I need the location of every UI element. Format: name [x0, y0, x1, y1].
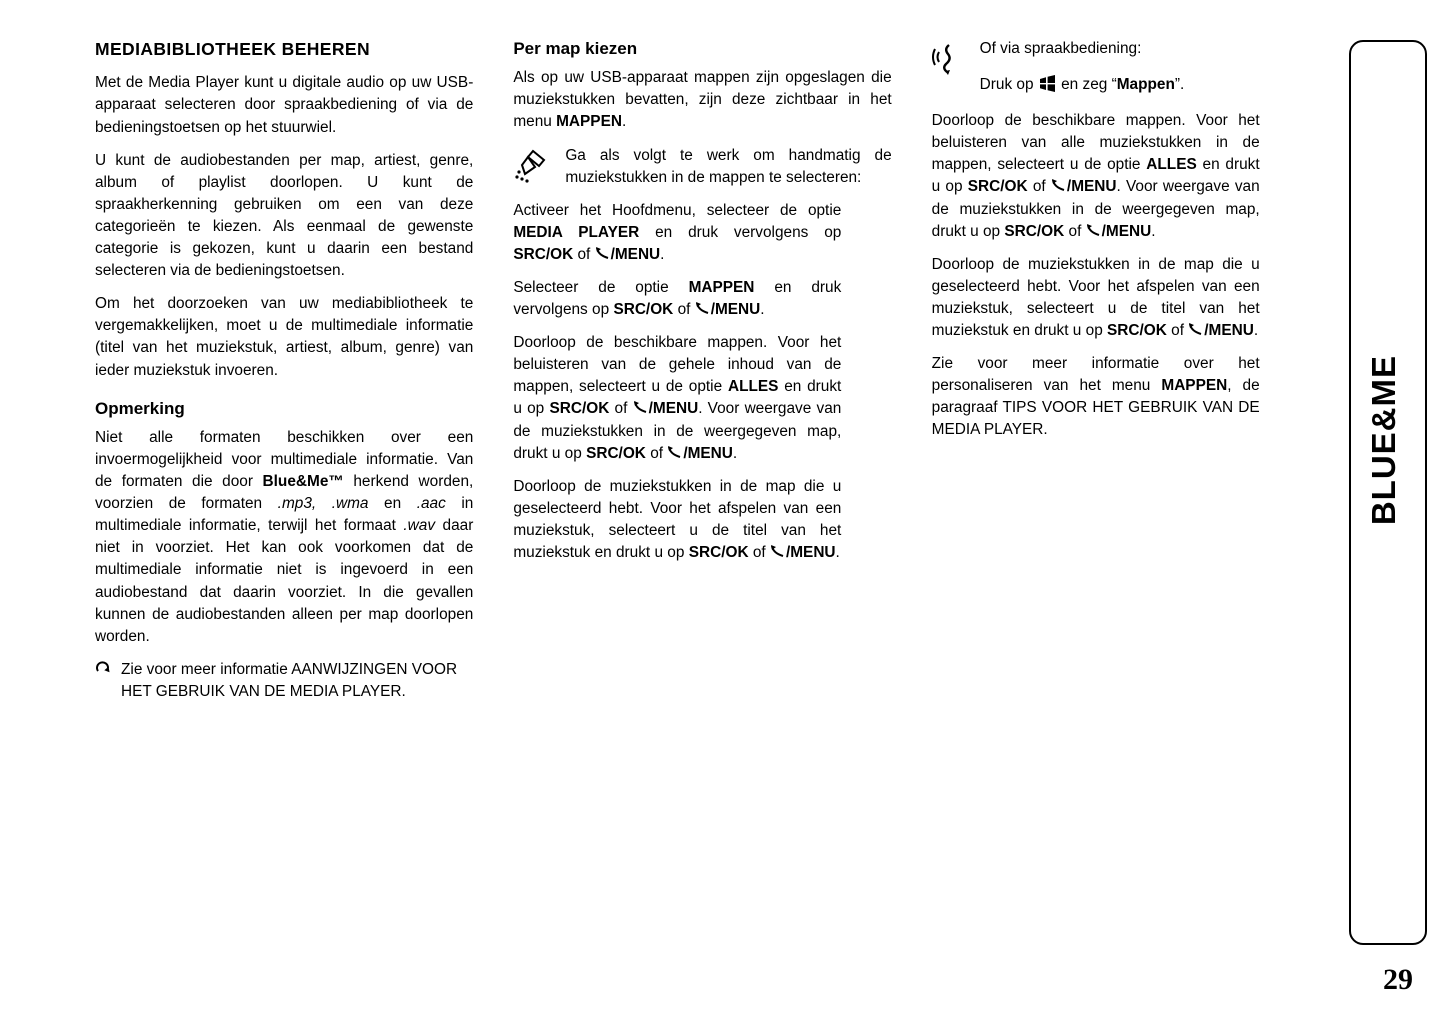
press-text-c: ”.: [1174, 76, 1185, 94]
step3-text-e: of: [645, 444, 668, 462]
step3-text-c: of: [609, 400, 633, 418]
button-src-ok: SRC/OK: [1107, 322, 1167, 340]
menu-option-alles: ALLES: [1146, 156, 1197, 174]
step-activate-main-menu: [513, 200, 841, 266]
folders-intro-a: Als op uw USB-apparaat mappen zijn opgeslagen die muziekstukken bevatten, zijn deze zichtbaar in het menu: [513, 69, 892, 131]
format-mp3-wma: .mp3, .wma: [277, 495, 369, 513]
phone-hook-icon: [770, 544, 786, 559]
button-menu-label: /MENU: [648, 400, 699, 418]
step2-text-b: en druk vervolgens op: [513, 279, 842, 319]
voice3-text-b: en drukt u op: [931, 156, 1260, 196]
paragraph-browse-categories: U kunt de audiobestanden per map, artiest, genre, album of playlist doorlopen. U kunt de spraakherkenning gebruiken om een van deze categorieën te kiezen. Als eenmaal de gewenste categorie is gekozen, kunt u daarin een bestand selecteren via de bedieningstoetsen.: [95, 151, 474, 280]
page-title: MEDIABIBLIOTHEEK BEHEREN: [95, 39, 371, 59]
phone-hook-icon: [1188, 322, 1204, 337]
press-text-b: en zeg “: [1056, 76, 1117, 94]
step3-text-a: Doorloop de beschikbare mappen. Voor het beluisteren van de gehele inhoud van de mappen, selecteert u de optie: [513, 334, 842, 396]
voice3-text-a: Doorloop de beschikbare mappen. Voor het beluisteren van alle muziekstukken in de mappen, selecteert u de optie: [931, 112, 1260, 174]
paragraph-manual-selection: Ga als volgt te werk om handmatig de muziekstukken in de mappen te selecteren:: [565, 146, 892, 186]
voice3-text-d: . Voor weergave van de muziekstukken in de weergegeven map, drukt u op: [931, 178, 1260, 240]
paragraph-play-track-voice: [932, 254, 1260, 342]
voice4-text-c: .: [1253, 322, 1259, 340]
button-menu-label: /MENU: [1204, 322, 1254, 340]
button-menu: [633, 400, 699, 417]
paragraph-folders-intro: [513, 67, 891, 133]
menu-option-alles: ALLES: [727, 378, 779, 396]
step4-text-a: Doorloop de muziekstukken in de map die u geselecteerd hebt. Voor het afspelen van een muziekstuk, selecteert u de titel van het muziekstuk en drukt u op: [513, 477, 842, 562]
side-tab-label: [1365, 355, 1425, 525]
button-menu: [770, 544, 836, 561]
step4-text-b: of: [748, 544, 770, 562]
phone-hook-icon: [595, 246, 611, 261]
button-menu-label: /MENU: [785, 544, 836, 562]
note-text-b: herkend worden, voorzien de formaten: [95, 473, 474, 513]
button-menu: [1086, 223, 1152, 240]
button-src-ok: SRC/OK: [1004, 222, 1065, 240]
menu-button-glyph: [1038, 75, 1057, 99]
button-menu: [1188, 322, 1254, 339]
moreinfo-text-a: Zie voor meer informatie over het personaliseren van het menu: [931, 355, 1260, 395]
button-src-ok: SRC/OK: [967, 178, 1028, 196]
phone-hook-icon: [695, 301, 711, 316]
page-columns: [95, 38, 1310, 988]
hand-pointing-icon: [513, 147, 557, 190]
paragraph-note-formats: [95, 427, 473, 648]
button-src-ok: SRC/OK: [586, 444, 646, 462]
page-number: 29: [1383, 963, 1413, 996]
step4-text-c: .: [835, 544, 840, 562]
note-text-a: Niet alle formaten beschikken over een invoermogelijkheid voor multimediale informatie. Van de formaten die door: [95, 428, 474, 491]
folders-intro-b: .: [621, 113, 627, 131]
step3-text-b: en drukt u op: [513, 378, 842, 418]
paragraph-metadata: Om het doorzoeken van uw mediabibliotheek te vergemakkelijken, moet u de multimediale informatie (titel van het muziekstuk, artiest, album, genre) van ieder muziekstuk invoeren.: [95, 295, 474, 379]
voice4-text-a: Doorloop de muziekstukken in de map die u geselecteerd hebt. Voor het afspelen van een muziekstuk, selecteert u de titel van het muziekstuk en drukt u op: [931, 255, 1260, 340]
menu-name-mappen: MAPPEN: [556, 113, 622, 131]
step-browse-folders: [513, 332, 841, 465]
format-wav: .wav: [403, 517, 436, 535]
column-middle: [513, 38, 891, 988]
column-left: [95, 38, 473, 988]
note-heading: Opmerking: [95, 398, 185, 418]
button-src-ok: SRC/OK: [513, 245, 574, 263]
format-aac: .aac: [416, 495, 446, 513]
voice3-text-f: .: [1151, 222, 1156, 240]
menu-option-mappen: MAPPEN: [688, 279, 755, 296]
phone-hook-icon: [1086, 223, 1102, 238]
button-menu: [667, 445, 733, 462]
step1-text-b: en druk vervolgens op: [639, 223, 842, 241]
menu-option-media-player: MEDIA PLAYER: [513, 223, 640, 241]
step2-text-d: .: [760, 301, 765, 319]
manual-selection-block: [513, 145, 891, 189]
column-right: [932, 38, 1310, 988]
phone-hook-icon: [1051, 178, 1067, 193]
press-text-a: Druk op: [979, 76, 1038, 94]
step2-text-a: Selecteer de optie: [513, 279, 689, 296]
button-menu-label: /MENU: [710, 301, 761, 319]
voice3-text-e: of: [1064, 222, 1086, 240]
paragraph-press-and-say: [980, 74, 1310, 99]
phone-hook-icon: [633, 400, 649, 415]
step1-text-a: Activeer het Hoofdmenu, selecteer de optie: [513, 201, 842, 219]
voice-command-mappen: Mappen: [1116, 76, 1175, 94]
step-select-mappen: [513, 277, 841, 321]
button-menu-label: /MENU: [1101, 222, 1152, 240]
note-text-e: daar niet in voorziet. Het kan ook voorkomen dat de multimediale informatie niet is ingevoerd in een audiobestand dat daarin voorziet. In die gevallen kunnen de audiobestanden alleen per map doorlopen worden.: [95, 517, 474, 645]
cross-reference-media-player: [95, 659, 473, 703]
button-menu: [595, 246, 661, 263]
moreinfo-text-b: , de paragraaf TIPS VOOR HET GEBRUIK VAN DE MEDIA PLAYER.: [931, 377, 1260, 439]
step1-text-d: .: [660, 245, 665, 263]
button-menu-label: /MENU: [683, 444, 733, 462]
voice-command-icon: [932, 40, 976, 83]
paragraph-voice-intro: Of via spraakbediening:: [979, 40, 1142, 57]
voice4-text-b: of: [1166, 322, 1189, 340]
step3-text-d: . Voor weergave van de muziekstukken in de weergegeven map, drukt u op: [513, 400, 842, 462]
note-text-d: in multimediale informatie, terwijl het formaat: [95, 495, 474, 535]
step-play-track: [513, 476, 841, 564]
button-menu: [1051, 178, 1117, 195]
paragraph-intro: Met de Media Player kunt u digitale audio op uw USB-apparaat selecteren door spraakbediening of via de bedieningstoetsen op het stuurwiel.: [95, 74, 474, 136]
button-src-ok: SRC/OK: [688, 544, 749, 562]
side-tab-brand: BLUE&ME: [1365, 355, 1402, 526]
step2-text-c: of: [673, 301, 695, 319]
subsection-title-per-map: Per map kiezen: [513, 39, 638, 58]
menu-name-mappen: MAPPEN: [1161, 377, 1228, 395]
step1-text-c: of: [573, 245, 595, 263]
note-text-c: en: [368, 495, 417, 513]
voice3-text-c: of: [1027, 178, 1051, 196]
button-src-ok: SRC/OK: [613, 301, 674, 319]
paragraph-more-info: [932, 353, 1260, 441]
button-menu-label: /MENU: [610, 245, 661, 263]
button-menu-label: /MENU: [1066, 178, 1117, 196]
arrow-loop-icon: [95, 660, 112, 681]
cross-reference-text: Zie voor meer informatie AANWIJZINGEN VOOR HET GEBRUIK VAN DE MEDIA PLAYER.: [121, 660, 458, 700]
voice-command-block: [932, 38, 1310, 99]
brand-bluandme: Blue&Me™: [262, 473, 344, 491]
step3-text-f: .: [732, 444, 738, 462]
phone-hook-icon: [667, 445, 683, 460]
paragraph-browse-folders-voice: [932, 110, 1260, 243]
button-menu: [695, 301, 761, 318]
button-src-ok: SRC/OK: [549, 400, 610, 418]
